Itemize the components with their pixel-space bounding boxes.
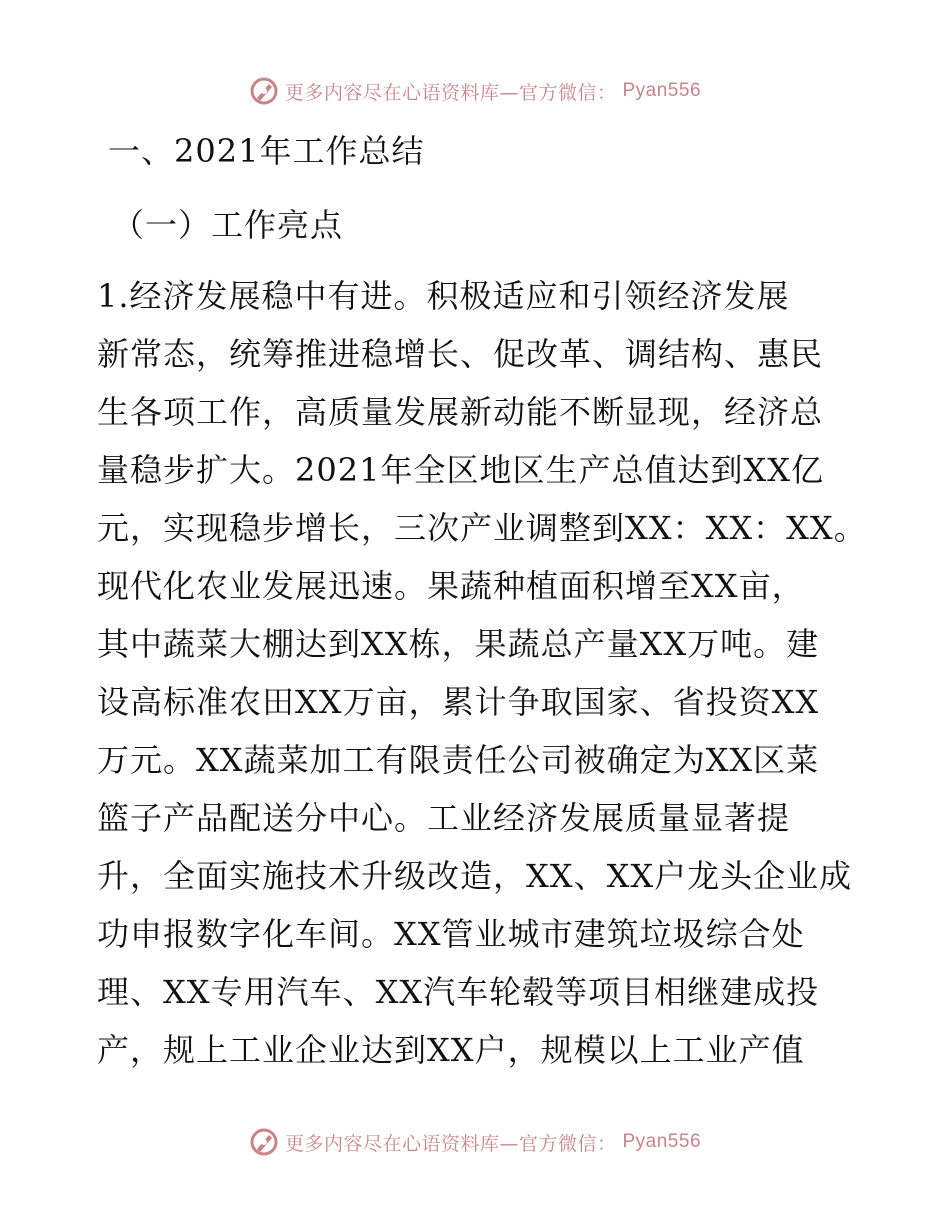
text-line: 量稳步扩大。2021年全区地区生产总值达到XX亿 bbox=[97, 451, 825, 489]
text-line: 生各项工作，高质量发展新动能不断显现，经济总 bbox=[97, 393, 824, 431]
watermark-text: 更多内容尽在心语资料库—官方微信： bbox=[284, 81, 617, 104]
watermark-text: 更多内容尽在心语资料库—官方微信： bbox=[284, 1132, 617, 1155]
text-line: 升，全面实施技术升级改造，XX、XX户龙头企业成 bbox=[97, 857, 853, 895]
watermark-logo-icon bbox=[249, 1127, 279, 1157]
text-line: 其中蔬菜大棚达到XX栋，果蔬总产量XX万吨。建 bbox=[97, 625, 820, 663]
header-watermark bbox=[0, 74, 950, 108]
text-line: 新常态，统筹推进稳增长、促改革、调结构、惠民 bbox=[97, 335, 824, 373]
text-line: 元，实现稳步增长，三次产业调整到XX：XX：XX。 bbox=[97, 509, 867, 547]
text-line: 产，规上工业企业达到XX户，规模以上工业产值 bbox=[97, 1031, 805, 1069]
text-line: 设高标准农田XX万亩，累计争取国家、省投资XX bbox=[97, 683, 820, 721]
footer-watermark bbox=[0, 1125, 950, 1159]
text-line: 功申报数字化车间。XX管业城市建筑垃圾综合处 bbox=[97, 915, 805, 953]
text-line: 篮子产品配送分中心。工业经济发展质量显著提 bbox=[97, 799, 791, 837]
text-line: 现代化农业发展迅速。果蔬种植面积增至XX亩， bbox=[97, 567, 805, 605]
text-line: 1.经济发展稳中有进。积极适应和引领经济发展 bbox=[97, 277, 790, 315]
watermark-logo-icon bbox=[249, 76, 279, 106]
watermark-wechat-id: Pyan556 bbox=[622, 1131, 702, 1152]
watermark-wechat-id: Pyan556 bbox=[622, 80, 702, 101]
subsection-heading: （一）工作亮点 bbox=[112, 206, 344, 244]
body-paragraph bbox=[97, 275, 867, 1087]
section-heading: 一、2021年工作总结 bbox=[108, 132, 425, 170]
text-line: 理、XX专用汽车、XX汽车轮毂等项目相继建成投 bbox=[97, 973, 820, 1011]
text-line: 万元。XX蔬菜加工有限责任公司被确定为XX区菜 bbox=[97, 741, 820, 779]
